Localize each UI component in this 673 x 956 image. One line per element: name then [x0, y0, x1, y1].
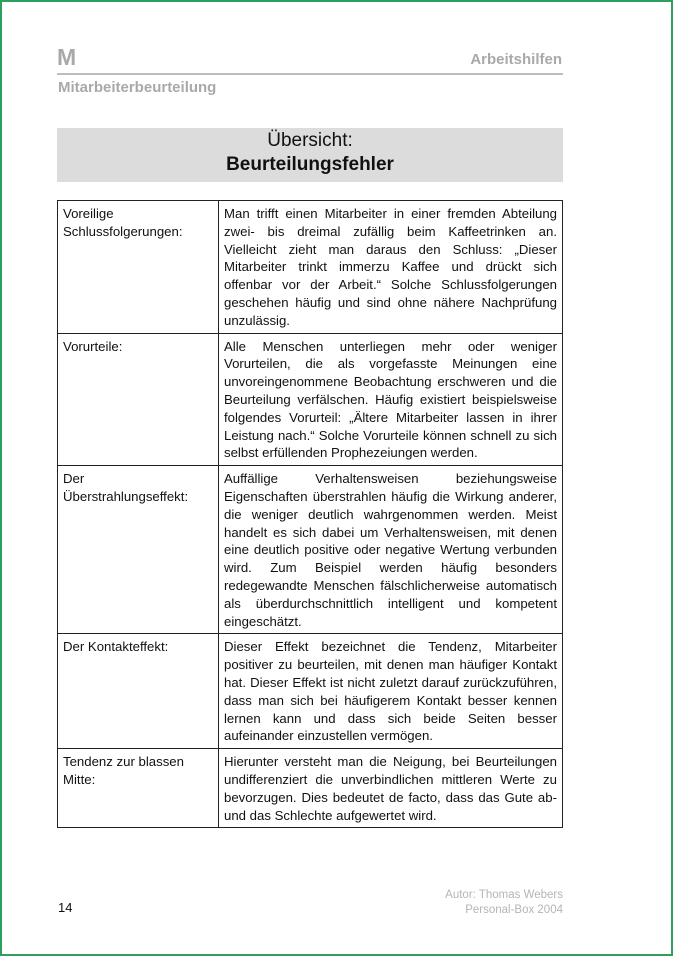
row-term: Der Kontakteffekt: [58, 634, 219, 749]
row-term: Der Überstrahlungseffekt: [58, 466, 219, 634]
footer-author: Autor: Thomas Webers [445, 889, 563, 901]
header-category: Arbeitshilfen [470, 51, 562, 68]
row-term: Tendenz zur blassen Mitte: [58, 749, 219, 828]
title-overview: Übersicht: [267, 130, 353, 151]
table-row [58, 634, 563, 749]
table-row [58, 466, 563, 634]
row-description: Hierunter versteht man die Neigung, bei Beurteilungen undifferenziert die unverbindlichen mittleren Werte zu bevorzugen. Dies bedeutet de facto, dass das Gute ab- und das Schlechte aufgewertet wird. [219, 749, 563, 828]
header-subtitle: Mitarbeiterbeurteilung [58, 79, 217, 96]
title-banner [57, 128, 563, 182]
footer-source: Personal-Box 2004 [465, 904, 563, 916]
row-term: Vorurteile: [58, 333, 219, 466]
section-letter: M [57, 44, 77, 70]
page-number: 14 [58, 900, 73, 915]
row-term: Voreilige Schlussfolgerungen: [58, 201, 219, 334]
header-divider [57, 73, 563, 75]
table-row [58, 749, 563, 828]
title-main: Beurteilungsfehler [226, 154, 394, 175]
row-description: Dieser Effekt bezeichnet die Tendenz, Mitarbeiter positiver zu beurteilen, mit denen man häufiger Kontakt hat. Dieser Effekt ist nicht zuletzt darauf zurückzuführen, dass man sich bei häufigerem Kontakt besser kennen lernen kann und dass sich beide Seiten besser aufeinander einzustellen vermögen. [219, 634, 563, 749]
row-description: Man trifft einen Mitarbeiter in einer fremden Abteilung zwei- bis dreimal zufällig beim Kaffeetrinken an. Vielleicht zieht man daraus den Schluss: „Dieser Mitarbeiter trinkt immerzu Kaffee und drückt sich offenbar vor der Arbeit.“ Solche Schlussfolgerungen geschehen häufig und sind ohne nähere Nachprüfung unzulässig. [219, 201, 563, 334]
row-description: Alle Menschen unterliegen mehr oder weniger Vorurteilen, die als vorgefasste Meinungen eine unvoreingenommene Beobachtung erschweren und die Beurteilung verfälschen. Häufig existiert beispielsweise folgendes Vorurteil: „Ältere Mitarbeiter lassen in ihrer Leistung nach.“ Solche Vorurteile können schnell zu sich selbst erfüllenden Prophezeiungen werden. [219, 333, 563, 466]
table-row [58, 333, 563, 466]
table-row [58, 201, 563, 334]
footer-credits [445, 888, 563, 918]
errors-table [57, 200, 563, 828]
row-description: Auffällige Verhaltensweisen beziehungsweise Eigenschaften überstrahlen häufig die Wirkung anderer, die weniger deutlich wahrgenommen werden. Meist handelt es sich dabei um Verhaltensweisen, mit denen eine deutlich positive oder negative Wertung verbunden wird. Zum Beispiel werden häufig besonders redegewandte Menschen fälschlicherweise automatisch als überdurchschnittlich intelligent und kompetent eingeschätzt. [219, 466, 563, 634]
